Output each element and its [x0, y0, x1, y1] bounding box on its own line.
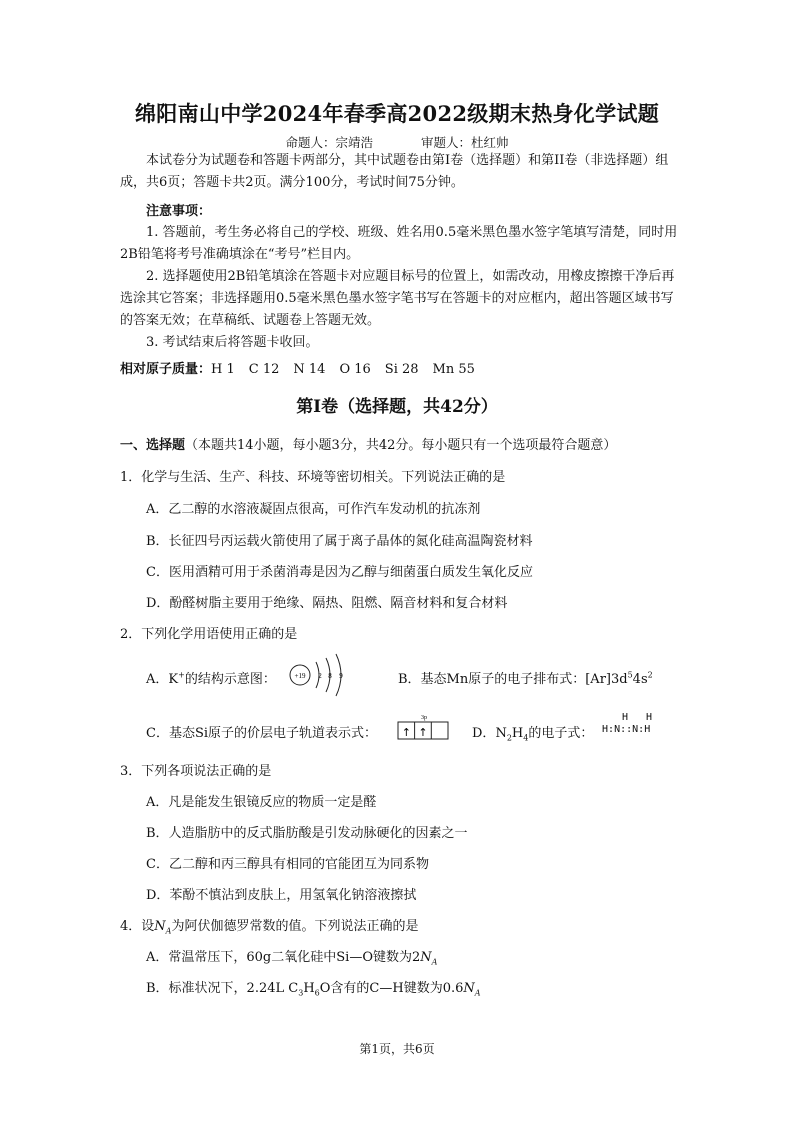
- authors-line: [0, 133, 794, 151]
- mass-c: C 12: [248, 362, 280, 377]
- atom-structure-diagram: [286, 650, 356, 700]
- q4-b-sub: A: [474, 988, 481, 998]
- q3-stem: 3．下列各项说法正确的是: [120, 764, 272, 779]
- q4-b-h: H: [303, 981, 315, 996]
- atomic-masses: [120, 358, 489, 377]
- section1-desc: （本题共14小题，每小题3分，共42分。每小题只有一个选项最符合题意）: [185, 438, 617, 453]
- edot-main-row: [602, 724, 652, 736]
- q4-b-text2: O含有的C—H键数为0.6: [319, 981, 464, 996]
- edot-top-h1: H: [622, 712, 629, 723]
- edot-n2: N: [632, 724, 639, 735]
- q1-option-d: D．酚醛树脂主要用于绝缘、隔热、阻燃、隔音材料和复合材料: [146, 596, 508, 611]
- notice-1: 1. 答题前，考生务必将自己的学校、班级、姓名用0.5毫米黑色墨水签字笔填写清楚，同时用2B铅笔将考号准确填涂在“考号”栏目内。: [120, 225, 678, 262]
- intro-paragraph: 本试卷分为试题卷和答题卡两部分，其中试题卷由第I卷（选择题）和第II卷（非选择题）组成，共6页；答题卡共2页。满分100分，考试时间75分钟。: [120, 153, 669, 190]
- q2-d-sub2: 4: [523, 733, 529, 743]
- q2-d-text: 的电子式：: [528, 726, 594, 741]
- q2-option-a: [146, 668, 276, 687]
- q2-b-sup1: 5: [627, 670, 633, 680]
- q3-option-c: C．乙二醇和丙三醇具有相同的官能团互为同系物: [146, 857, 429, 872]
- mass-n: N 14: [293, 362, 326, 377]
- q2-stem: 2．下列化学用语使用正确的是: [120, 627, 298, 642]
- q4-stem: [120, 915, 418, 936]
- section-title: 第I卷（选择题，共42分）: [296, 397, 498, 417]
- orbital-arrow-2: ↑: [418, 726, 428, 739]
- mass-h: H 1: [211, 362, 235, 377]
- q4-stem-var: N: [154, 919, 166, 934]
- q2-d-label: D．: [472, 726, 496, 741]
- orbital-label: 3p: [421, 715, 427, 721]
- q1-option-c: C．医用酒精可用于杀菌消毒是因为乙醇与细菌蛋白质发生氧化反应: [146, 565, 533, 580]
- q2-d-sub1: 2: [506, 733, 512, 743]
- edot-n1: N: [614, 724, 621, 735]
- q3-option-a: A．凡是能发生银镜反应的物质一定是醛: [146, 795, 377, 810]
- atomic-label: 相对原子质量：: [120, 362, 212, 377]
- q2-b-text: B．基态Mn原子的电子排布式：[Ar]3d: [398, 672, 628, 687]
- q3-option-b: B．人造脂肪中的反式脂肪酸是引发动脉硬化的因素之一: [146, 826, 468, 841]
- page-footer: 第1页，共6页: [359, 1042, 435, 1056]
- electron-dot-formula: [602, 712, 652, 736]
- q4-option-a: [146, 946, 437, 967]
- edot-top-h2: H: [646, 712, 653, 723]
- q2-a-label: A．K: [146, 672, 179, 687]
- q4-b-var: N: [463, 981, 475, 996]
- q4-a-var: N: [420, 950, 432, 965]
- q2-b-sup2: 2: [647, 670, 653, 680]
- q4-stem-post: 为阿伏伽德罗常数的值。下列说法正确的是: [171, 919, 419, 934]
- reviewer-name: 审题人：杜红帅: [420, 135, 509, 150]
- notice-label: 注意事项：: [146, 204, 212, 219]
- mass-mn: Mn 55: [432, 362, 475, 377]
- section1-label: 一、选择题: [120, 438, 186, 453]
- shell-count-3: 9: [339, 672, 343, 680]
- mass-o: O 16: [339, 362, 371, 377]
- q1-option-a: A．乙二醇的水溶液凝固点很高，可作汽车发动机的抗冻剂: [146, 502, 481, 517]
- q2-option-c: C．基态Si原子的价层电子轨道表示式：: [146, 726, 378, 741]
- q4-b-sub1: 3: [298, 988, 304, 998]
- edot-pair-3: :: [638, 724, 645, 735]
- edot-top-row: [602, 712, 652, 724]
- q4-a-text: A．常温常压下，60g二氧化硅中Si—O键数为2: [146, 950, 421, 965]
- q4-stem-pre: 4．设: [120, 919, 155, 934]
- q1-stem: 1．化学与生活、生产、科技、环境等密切相关。下列说法正确的是: [120, 470, 506, 485]
- q4-stem-sub: A: [165, 926, 172, 936]
- shell-count-2: 8: [328, 672, 332, 680]
- edot-pair-1: :: [608, 724, 615, 735]
- q3-option-d: D．苯酚不慎沾到皮肤上，用氢氧化钠溶液擦拭: [146, 888, 417, 903]
- nucleus-charge: +19: [294, 672, 306, 680]
- q1-option-b: B．长征四号丙运载火箭使用了属于离子晶体的氮化硅高温陶瓷材料: [146, 534, 533, 549]
- q4-a-sub: A: [431, 957, 438, 967]
- notice-3: 3. 考试结束后将答题卡收回。: [146, 335, 319, 350]
- q4-option-b: [146, 977, 481, 998]
- mass-si: Si 28: [384, 362, 419, 377]
- edot-h-left: H: [602, 724, 609, 735]
- notice-2: 2. 选择题使用2B铅笔填涂在答题卡对应题目标号的位置上，如需改动，用橡皮擦擦干净后再选涂其它答案；非选择题用0.5毫米黑色墨水签字笔书写在答题卡的对应框内，超出答题区域书写的答案无效；在草稿纸、试题卷上答题无效。: [120, 269, 675, 328]
- q2-d-h: H: [511, 726, 524, 741]
- page-title: 绵阳南山中学2024年春季高2022级期末热身化学试题: [135, 101, 659, 126]
- q2-b-mid: 4s: [632, 672, 648, 687]
- shell-count-1: 2: [318, 672, 322, 680]
- q2-a-text: 的结构示意图：: [184, 672, 276, 687]
- edot-pair-2: ::: [620, 724, 633, 735]
- orbital-arrow-1: ↑: [401, 726, 411, 739]
- q2-option-d: [472, 722, 593, 743]
- orbital-diagram: [396, 712, 452, 742]
- q4-b-text: B．标准状况下，2.24L C: [146, 981, 299, 996]
- q2-d-n: N: [495, 726, 507, 741]
- writer-name: 命题人：宗靖浩: [285, 135, 373, 150]
- section1-header: [120, 434, 616, 453]
- q2-a-sup: +: [178, 670, 185, 680]
- q2-option-b: [398, 668, 653, 687]
- edot-h-right: H: [644, 724, 651, 735]
- q4-b-sub2: 6: [314, 988, 320, 998]
